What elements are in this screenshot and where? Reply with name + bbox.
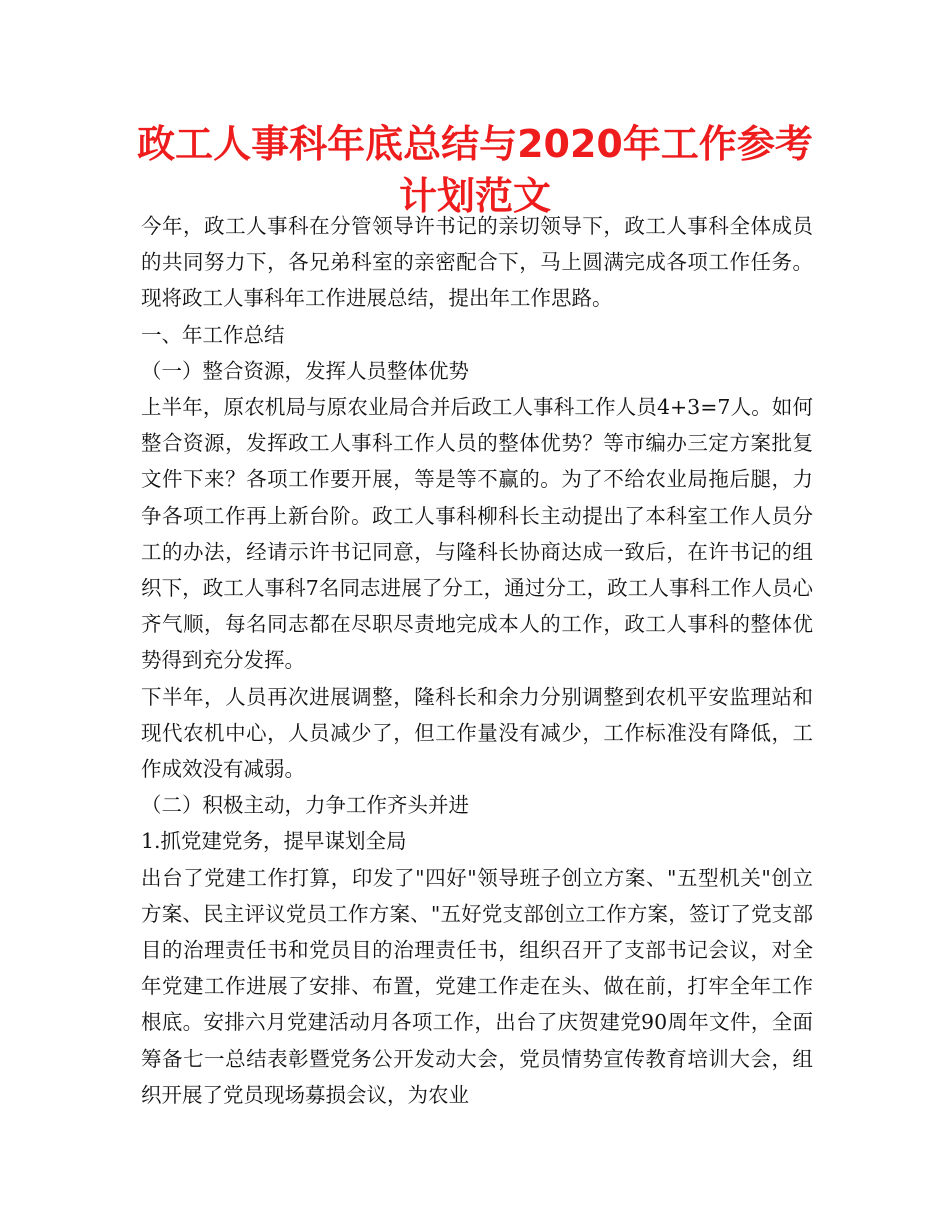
item-heading: 1.抓党建党务，提早谋划全局 (141, 829, 407, 854)
paragraph: 出台了党建工作打算，印发了"四好"领导班子创立方案、"五型机关"创立方案、民主评议党员工作方案、"五好党支部创立工作方案，签订了党支部目的治理责任书和党员目的治理责任书，组织召开了支部书记会议，对全年党建工作进展了安排、布置，党建工作走在头、做在前，打牢全年工作根底。安排六月党建活动月各项工作，出台了庆贺建党90周年文件，全面筹备七一总结表彰暨党务公开发动大会，党员情势宣传教育培训大会，组织开展了党员现场募损会议，为农业 (141, 865, 813, 1107)
section-heading: 一、年工作总结 (141, 322, 285, 347)
paragraph: 下半年，人员再次进展调整，隆科长和余力分别调整到农机平安监理站和现代农机中心，人员减少了，但工作量没有减少，工作标准没有降低，工作成效没有减弱。 (141, 684, 813, 782)
subsection-heading: （二）积极主动，力争工作齐头并进 (141, 793, 469, 818)
paragraph-intro: 今年，政工人事科在分管领导许书记的亲切领导下，政工人事科全体成员的共同努力下，各兄弟科室的亲密配合下，马上圆满完成各项工作任务。现将政工人事科年工作进展总结，提出年工作思路。 (141, 214, 813, 311)
paragraph: 上半年，原农机局与原农业局合并后政工人事科工作人员4+3=7人。如何整合资源，发挥政工人事科工作人员的整体优势？等市编办三定方案批复文件下来？各项工作要开展，等是等不赢的。为了不给农业局拖后腿，力争各项工作再上新台阶。政工人事科柳科长主动提出了本科室工作人员分工的办法，经请示许书记同意，与隆科长协商达成一致后，在许书记的组织下，政工人事科7名同志进展了分工，通过分工，政工人事科工作人员心齐气顺，每名同志都在尽职尽责地完成本人的工作，政工人事科的整体优势得到充分发挥。 (141, 395, 813, 673)
document-title: 政工人事科年底总结与2020年工作参考计划范文 (137, 122, 813, 218)
subsection-heading: （一）整合资源，发挥人员整体优势 (141, 358, 469, 383)
document-body (141, 208, 813, 1113)
